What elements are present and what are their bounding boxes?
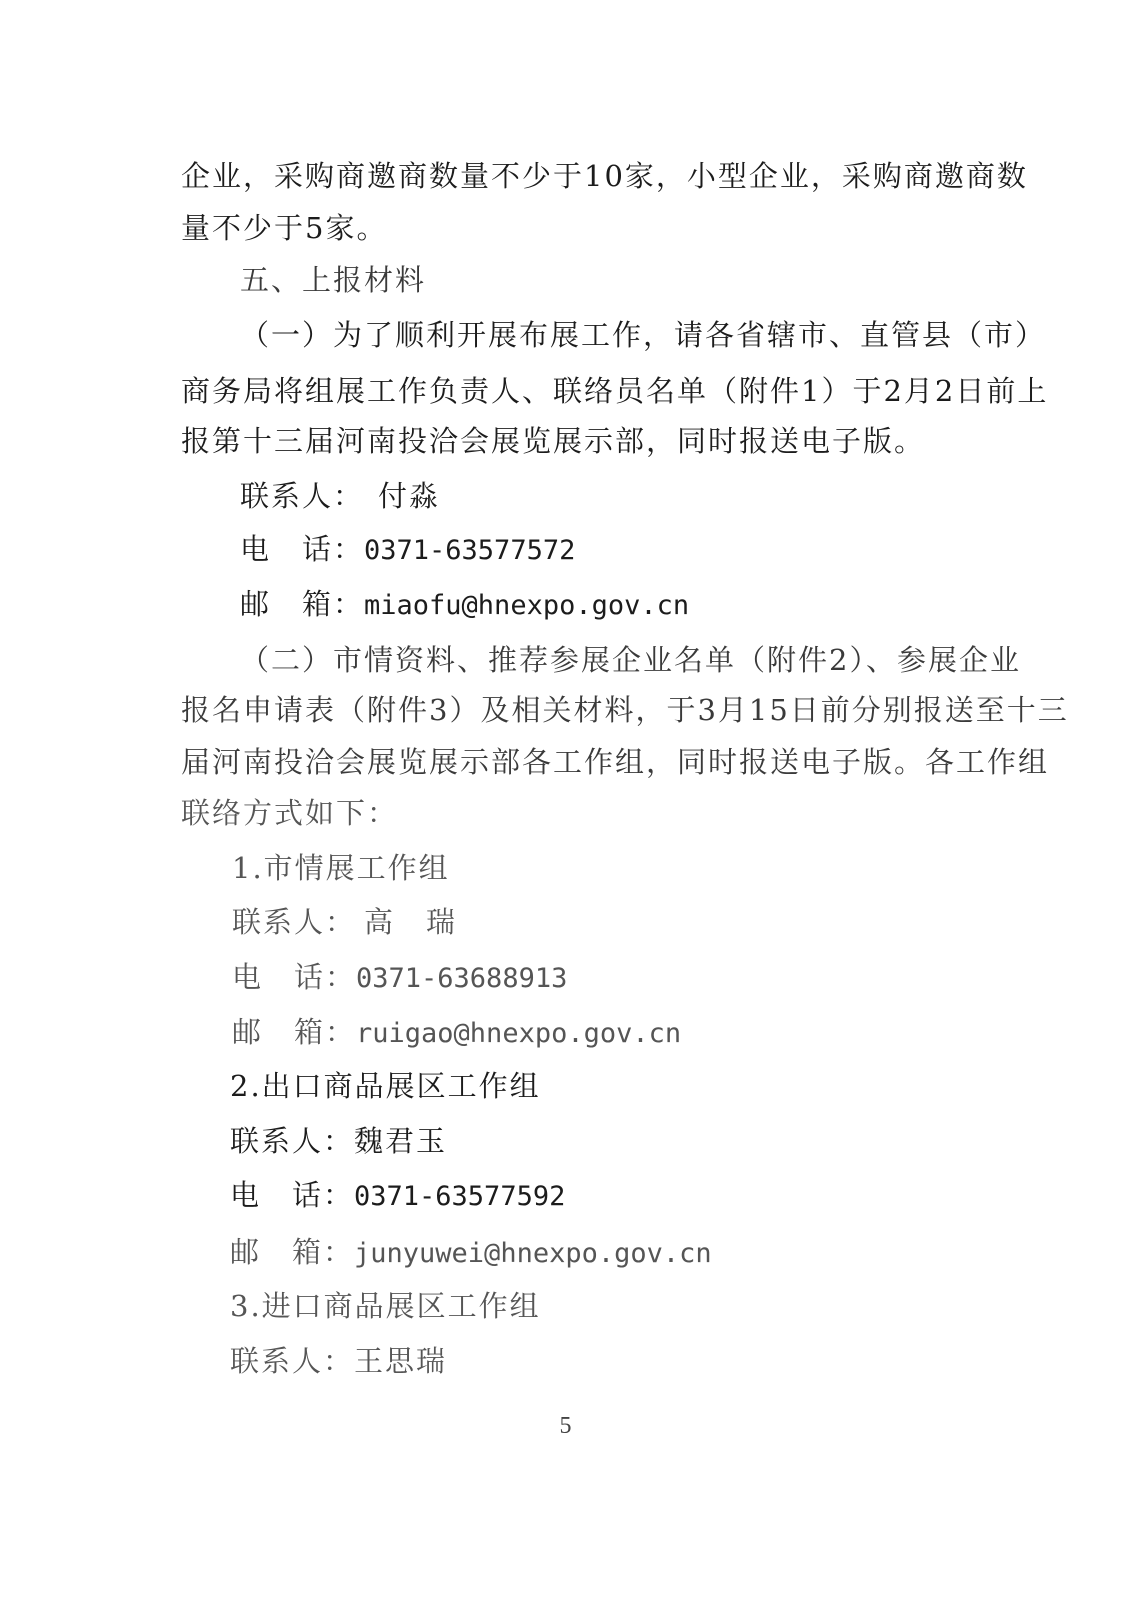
paragraph-line: 报名申请表（附件3）及相关材料，于3月15日前分别报送至十三 (181, 693, 1069, 727)
email-address: ruigao@hnexpo.gov.cn (356, 1018, 682, 1049)
paragraph-line: （二）市情资料、推荐参展企业名单（附件2）、参展企业 (240, 643, 1021, 677)
contact-name: 魏君玉 (354, 1124, 448, 1158)
contact-row (240, 476, 440, 516)
phone-row (240, 529, 575, 571)
email-address: junyuwei@hnexpo.gov.cn (354, 1238, 712, 1269)
email-row (232, 1012, 681, 1054)
group-title: 3.进口商品展区工作组 (230, 1289, 541, 1323)
section-heading: 五、上报材料 (240, 263, 427, 297)
contact-name: 付淼 (378, 479, 441, 513)
email-row (230, 1232, 712, 1274)
email-row (240, 584, 689, 626)
paragraph-line: 量不少于5家。 (181, 211, 388, 245)
email-label: 邮 箱： (232, 1015, 357, 1049)
email-label: 邮 箱： (240, 587, 365, 621)
paragraph-line: 企业，采购商邀商数量不少于10家，小型企业，采购商邀商数 (181, 159, 1028, 193)
phone-row (232, 957, 567, 999)
contact-row (230, 1341, 447, 1381)
contact-label: 联系人： (230, 1124, 355, 1158)
paragraph-line: （一）为了顺利开展布展工作，请各省辖市、直管县（市） (240, 318, 1047, 352)
contact-label: 联系人： (240, 479, 365, 513)
contact-row (230, 1121, 447, 1161)
contact-label: 联系人： (230, 1344, 355, 1378)
contact-row (232, 902, 457, 942)
paragraph-line: 届河南投洽会展览展示部各工作组，同时报送电子版。各工作组 (181, 745, 1050, 779)
paragraph-line: 商务局将组展工作负责人、联络员名单（附件1）于2月2日前上 (181, 374, 1049, 408)
paragraph-line: 报第十三届河南投洽会展览展示部，同时报送电子版。 (181, 424, 926, 458)
paragraph-line: 联络方式如下： (181, 796, 399, 830)
group-title: 2.出口商品展区工作组 (230, 1069, 541, 1103)
phone-number: 0371-63577572 (364, 535, 576, 566)
phone-row (230, 1175, 565, 1217)
phone-label: 电 话： (230, 1178, 355, 1212)
phone-number: 0371-63688913 (356, 963, 568, 994)
contact-label: 联系人： (232, 905, 357, 939)
contact-name: 高 瑞 (364, 905, 458, 939)
phone-number: 0371-63577592 (354, 1181, 566, 1212)
email-address: miaofu@hnexpo.gov.cn (364, 590, 690, 621)
page-number: 5 (559, 1413, 572, 1439)
phone-label: 电 话： (232, 960, 357, 994)
email-label: 邮 箱： (230, 1235, 355, 1269)
group-title: 1.市情展工作组 (232, 851, 450, 885)
contact-name: 王思瑞 (354, 1344, 448, 1378)
phone-label: 电 话： (240, 532, 365, 566)
